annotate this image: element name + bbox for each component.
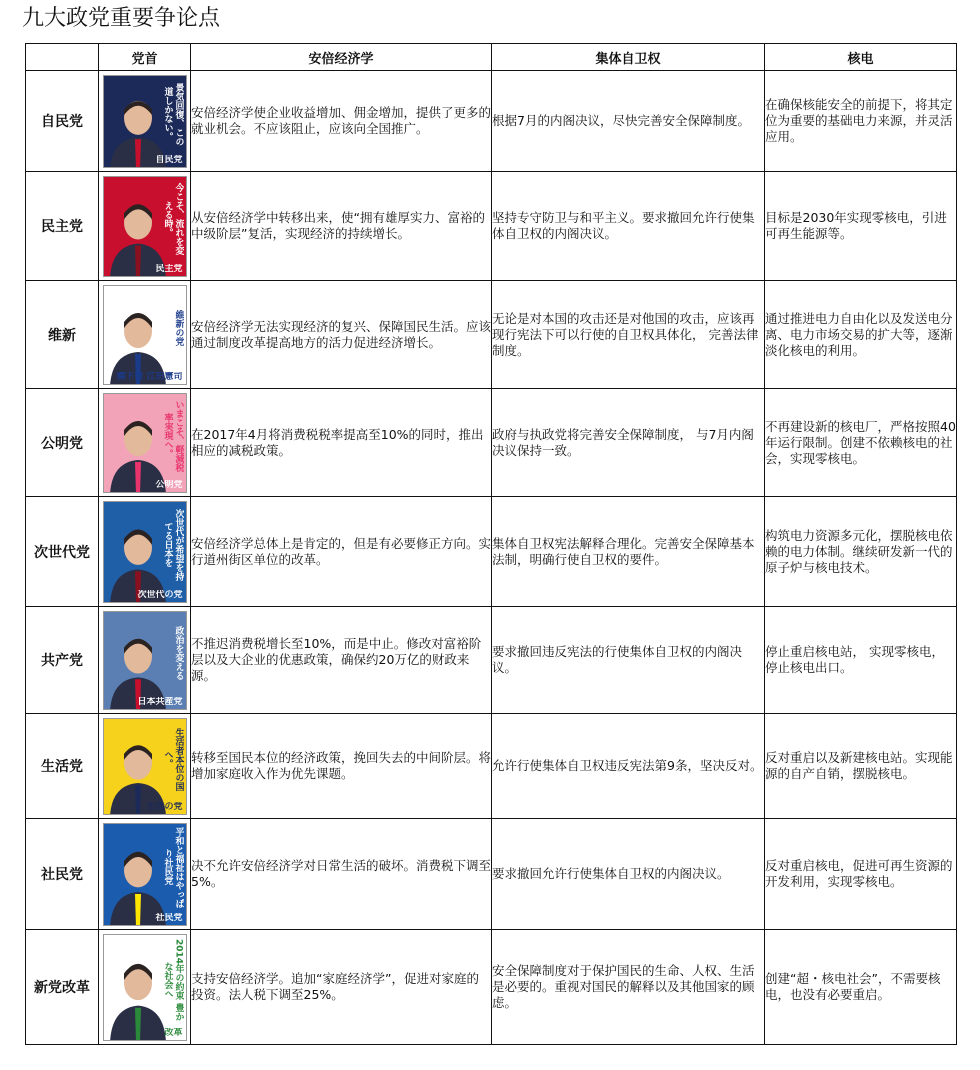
poster-slogan: 景気回復、この道しかない。 — [162, 82, 184, 146]
leader-photo-cell — [99, 607, 191, 714]
party-name: 共产党 — [26, 607, 99, 714]
nuclear-cell: 不再建设新的核电厂，严格按照40年运行限制。创建不依赖核电的社会，实现零核电。 — [765, 389, 957, 497]
leader-photo-cell — [99, 71, 191, 172]
poster-slogan: 2014年の約束 豊かな社会へ — [162, 938, 184, 1022]
party-name: 维新 — [26, 281, 99, 389]
abenomics-cell: 在2017年4月将消费税税率提高至10%的同时，推出相应的减税政策。 — [191, 389, 492, 497]
self-defense-cell: 政府与执政党将完善安全保障制度， 与7月内阁决议保持一致。 — [492, 389, 765, 497]
header-nuclear: 核电 — [765, 44, 957, 71]
table-row — [26, 281, 957, 389]
party-name: 自民党 — [26, 71, 99, 172]
abenomics-cell: 支持安倍经济学。追加“家庭经济学”，促进对家庭的投资。法人税下调至25%。 — [191, 930, 492, 1045]
abenomics-cell: 不推迟消费税增长至10%，而是中止。修改对富裕阶层以及大企业的优惠政策，确保约20万亿的财政来源。 — [191, 607, 492, 714]
header-party — [26, 44, 99, 71]
party-name: 公明党 — [26, 389, 99, 497]
party-name: 生活党 — [26, 714, 99, 819]
leader-poster — [103, 823, 187, 926]
nuclear-cell: 目标是2030年实现零核电，引进可再生能源等。 — [765, 172, 957, 281]
leader-photo-cell — [99, 714, 191, 819]
abenomics-cell: 安倍经济学无法实现经济的复兴、保障国民生活。应该通过制度改革提高地方的活力促进经济增长。 — [191, 281, 492, 389]
poster-slogan: 維新の党 — [173, 309, 184, 346]
abenomics-cell: 决不允许安倍经济学对日常生活的破坏。消费税下调至5%。 — [191, 819, 492, 930]
poster-party-badge: 自民党 — [155, 154, 183, 165]
party-name: 社民党 — [26, 819, 99, 930]
leader-poster — [103, 934, 187, 1041]
table-row — [26, 930, 957, 1045]
header-self-defense: 集体自卫权 — [492, 44, 765, 71]
self-defense-cell: 安全保障制度对于保护国民的生命、人权、生活是必要的。重视对国民的解释以及其他国家的顾虑。 — [492, 930, 765, 1045]
self-defense-cell: 要求撤回违反宪法的行使集体自卫权的内阁决议。 — [492, 607, 765, 714]
poster-slogan: 次世代が希望を持てる日本を — [162, 508, 184, 581]
leader-poster — [103, 75, 187, 168]
leader-poster — [103, 176, 187, 277]
leader-photo-cell — [99, 819, 191, 930]
poster-party-badge: 生活の党 — [146, 801, 183, 812]
leader-poster — [103, 718, 187, 815]
table-row — [26, 714, 957, 819]
poster-slogan: 平和と福祉はやっぱり社民党 — [162, 826, 184, 908]
party-name: 民主党 — [26, 172, 99, 281]
table-row — [26, 172, 957, 281]
leader-photo-cell — [99, 281, 191, 389]
poster-slogan: 生活者本位の国へ。 — [162, 727, 184, 791]
poster-party-badge: 社民党 — [155, 912, 183, 923]
abenomics-cell: 安倍经济学总体上是肯定的，但是有必要修正方向。实行道州街区单位的改革。 — [191, 497, 492, 607]
nuclear-cell: 创建“超・核电社会”，不需要核电，也没有必要重启。 — [765, 930, 957, 1045]
leader-photo-cell — [99, 389, 191, 497]
poster-party-badge: 日本共産党 — [137, 696, 183, 707]
leader-poster — [103, 501, 187, 603]
poster-slogan: 政治を変える — [173, 626, 184, 680]
poster-slogan: いまこそ、軽減税率実現へ。 — [162, 399, 184, 472]
nuclear-cell: 通过推进电力自由化以及发送电分离、电力市场交易的扩大等，逐渐淡化核电的利用。 — [765, 281, 957, 389]
leader-photo-cell — [99, 497, 191, 607]
self-defense-cell: 要求撤回允许行使集体自卫权的内阁决议。 — [492, 819, 765, 930]
header-leader: 党首 — [99, 44, 191, 71]
leader-photo-cell — [99, 172, 191, 281]
poster-party-badge: 民主党 — [155, 263, 183, 274]
leader-poster — [103, 285, 187, 385]
nuclear-cell: 构筑电力资源多元化，摆脱核电依赖的电力体制。继续研发新一代的原子炉与核电技术。 — [765, 497, 957, 607]
poster-party-badge: 公明党 — [155, 479, 183, 490]
abenomics-cell: 转移至国民本位的经济政策，挽回失去的中间阶层。将增加家庭收入作为优先课题。 — [191, 714, 492, 819]
self-defense-cell: 无论是对本国的攻击还是对他国的攻击，应该再现行宪法下可以行使的自卫权具体化， 完善法律制度。 — [492, 281, 765, 389]
self-defense-cell: 集体自卫权宪法解释合理化。完善安全保障基本法制，明确行使自卫权的要件。 — [492, 497, 765, 607]
poster-party-badge: 次世代の党 — [137, 589, 183, 600]
poster-party-badge: 改革 — [164, 1027, 183, 1038]
table-row — [26, 819, 957, 930]
abenomics-cell: 安倍经济学使企业收益增加、佣金增加，提供了更多的就业机会。不应该阻止，应该向全国推广。 — [191, 71, 492, 172]
leader-poster — [103, 393, 187, 493]
table-row — [26, 71, 957, 172]
nuclear-cell: 反对重启以及新建核电站。实现能源的自产自销，摆脱核电。 — [765, 714, 957, 819]
header-row — [26, 44, 957, 71]
self-defense-cell: 允许行使集体自卫权违反宪法第9条，坚决反对。 — [492, 714, 765, 819]
header-abenomics: 安倍经济学 — [191, 44, 492, 71]
party-name: 新党改革 — [26, 930, 99, 1045]
table-row — [26, 607, 957, 714]
self-defense-cell: 根据7月的内阁决议，尽快完善安全保障制度。 — [492, 71, 765, 172]
table-row — [26, 497, 957, 607]
party-name: 次世代党 — [26, 497, 99, 607]
abenomics-cell: 从安倍经济学中转移出来，使“拥有雄厚实力、富裕的中级阶层”复活，实现经济的持续增长。 — [191, 172, 492, 281]
poster-slogan: 今こそ、流れを変える時。 — [162, 183, 184, 255]
nuclear-cell: 停止重启核电站， 实现零核电，停止核电出口。 — [765, 607, 957, 714]
leader-poster — [103, 611, 187, 710]
table-row — [26, 389, 957, 497]
leader-photo-cell — [99, 930, 191, 1045]
policy-comparison-table — [25, 43, 957, 1045]
nuclear-cell: 反对重启核电，促进可再生资源的开发利用，实现零核电。 — [765, 819, 957, 930]
nuclear-cell: 在确保核能安全的前提下，将其定位为重要的基础电力来源，并灵活应用。 — [765, 71, 957, 172]
self-defense-cell: 坚持专守防卫与和平主义。要求撤回允许行使集体自卫权的内阁决议。 — [492, 172, 765, 281]
poster-party-badge: 橋下徹 江田憲司 — [116, 371, 183, 382]
page-title: 九大政党重要争论点 — [22, 6, 221, 31]
